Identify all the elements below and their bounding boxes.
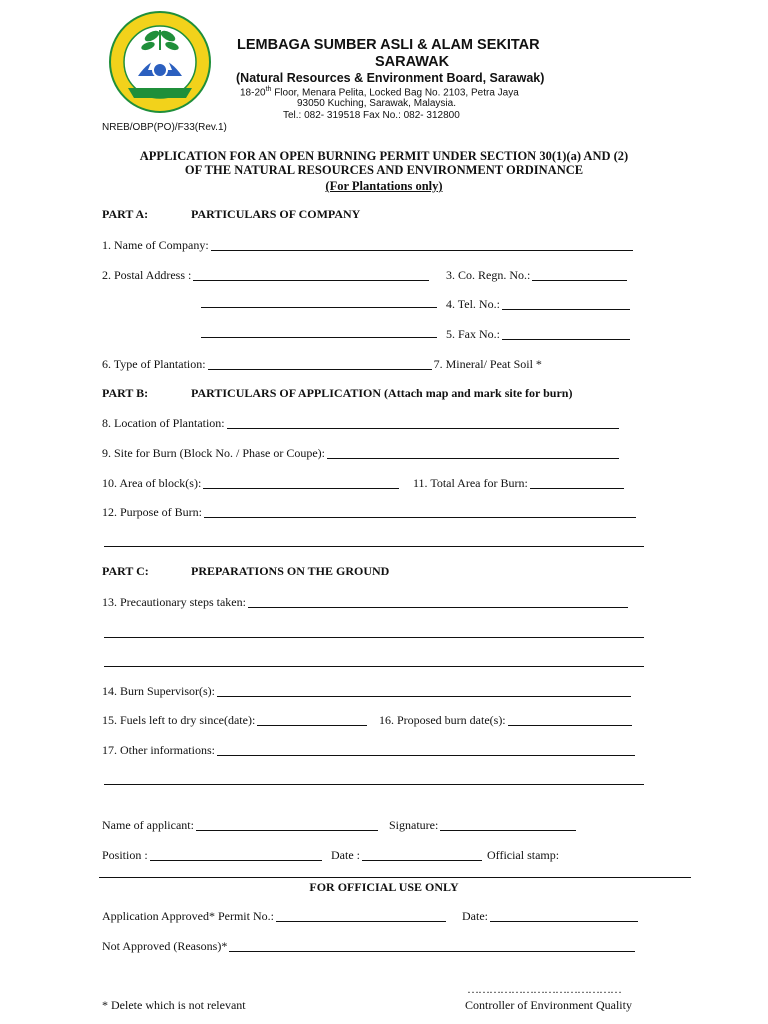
- contact-info: Tel.: 082- 319518 Fax No.: 082- 312800: [283, 110, 460, 121]
- postal-address-input-1[interactable]: [193, 269, 429, 281]
- official-use-heading: FOR OFFICIAL USE ONLY: [309, 880, 459, 894]
- field-position: Position :: [102, 848, 324, 863]
- mineral-peat-soil-option[interactable]: 7. Mineral/ Peat Soil *: [433, 357, 542, 371]
- company-name-input[interactable]: [211, 239, 633, 251]
- org-name-english: (Natural Resources & Environment Board, Sarawak): [236, 71, 545, 85]
- field-precautionary-steps: 13. Precautionary steps taken:: [102, 595, 630, 610]
- controller-label: Controller of Environment Quality: [465, 998, 632, 1012]
- applicant-date-input[interactable]: [362, 849, 482, 861]
- site-for-burn-input[interactable]: [327, 447, 619, 459]
- postal-address-input-2[interactable]: [201, 296, 437, 308]
- area-of-blocks-input[interactable]: [203, 477, 399, 489]
- form-code: NREB/OBP(PO)/F33(Rev.1): [102, 122, 227, 133]
- address-line2: 93050 Kuching, Sarawak, Malaysia.: [297, 98, 456, 109]
- field-permit-no: Application Approved* Permit No.:: [102, 909, 448, 924]
- permit-no-input[interactable]: [276, 910, 446, 922]
- field-burn-supervisors: 14. Burn Supervisor(s):: [102, 684, 633, 699]
- proposed-burn-dates-input[interactable]: [508, 714, 632, 726]
- field-proposed-burn-dates: 16. Proposed burn date(s):: [379, 713, 634, 728]
- postal-address-input-3[interactable]: [201, 326, 437, 338]
- precautionary-steps-input-1[interactable]: [248, 596, 628, 608]
- controller-signature-dots: ……………………………………: [467, 982, 621, 996]
- total-area-input[interactable]: [530, 477, 624, 489]
- applicant-name-input[interactable]: [196, 819, 378, 831]
- field-signature: Signature:: [389, 818, 578, 833]
- part-b-label: PART B:: [102, 386, 149, 400]
- field-purpose-of-burn: 12. Purpose of Burn:: [102, 505, 638, 520]
- not-approved-reasons-input[interactable]: [229, 940, 635, 952]
- address-line1: 18-20th Floor, Menara Pelita, Locked Bag No. 2103, Petra Jaya: [240, 86, 519, 99]
- type-of-plantation-input[interactable]: [208, 358, 432, 370]
- field-location-of-plantation: 8. Location of Plantation:: [102, 416, 621, 431]
- title-line1: APPLICATION FOR AN OPEN BURNING PERMIT UNDER SECTION 30(1)(a) AND (2): [139, 149, 629, 163]
- official-stamp-label: Official stamp:: [487, 848, 560, 862]
- divider-line: [99, 877, 691, 878]
- other-informations-input-2[interactable]: [104, 773, 644, 785]
- burn-supervisors-input[interactable]: [217, 685, 631, 697]
- fax-no-input[interactable]: [502, 328, 630, 340]
- field-postal-address: 2. Postal Address :: [102, 268, 431, 283]
- location-of-plantation-input[interactable]: [227, 417, 619, 429]
- precautionary-steps-input-3[interactable]: [104, 655, 644, 667]
- purpose-of-burn-input-1[interactable]: [204, 506, 636, 518]
- field-total-area: 11. Total Area for Burn:: [413, 476, 626, 491]
- field-fuels-left-to-dry: 15. Fuels left to dry since(date):: [102, 713, 369, 728]
- other-informations-input-1[interactable]: [217, 744, 635, 756]
- field-not-approved: Not Approved (Reasons)*: [102, 939, 637, 954]
- footnote: * Delete which is not relevant: [102, 998, 246, 1012]
- org-name-line2: SARAWAK: [375, 54, 450, 70]
- part-c-label: PART C:: [102, 564, 149, 578]
- part-b-heading: PARTICULARS OF APPLICATION (Attach map and mark site for burn): [191, 386, 573, 400]
- field-area-of-blocks: 10. Area of block(s):: [102, 476, 401, 491]
- field-official-date: Date:: [462, 909, 640, 924]
- purpose-of-burn-input-2[interactable]: [104, 535, 644, 547]
- part-a-label: PART A:: [102, 207, 149, 221]
- field-applicant-name: Name of applicant:: [102, 818, 380, 833]
- field-co-regn-no: 3. Co. Regn. No.:: [446, 268, 629, 283]
- field-site-for-burn: 9. Site for Burn (Block No. / Phase or Coupe):: [102, 446, 621, 461]
- part-c-heading: PREPARATIONS ON THE GROUND: [191, 564, 390, 578]
- signature-input[interactable]: [440, 819, 576, 831]
- position-input[interactable]: [150, 849, 322, 861]
- field-tel-no: 4. Tel. No.:: [446, 297, 632, 312]
- nreb-logo: [108, 10, 212, 114]
- field-fax-no: 5. Fax No.:: [446, 327, 632, 342]
- tel-no-input[interactable]: [502, 298, 630, 310]
- title-line3: (For Plantations only): [325, 179, 443, 193]
- title-line2: OF THE NATURAL RESOURCES AND ENVIRONMENT ORDINANCE: [184, 163, 584, 177]
- co-regn-no-input[interactable]: [532, 269, 627, 281]
- official-date-input[interactable]: [490, 910, 638, 922]
- part-a-heading: PARTICULARS OF COMPANY: [191, 207, 361, 221]
- fuels-left-to-dry-input[interactable]: [257, 714, 367, 726]
- field-type-of-plantation: 6. Type of Plantation: 7. Mineral/ Peat Soil *: [102, 357, 542, 371]
- field-applicant-date: Date :: [331, 848, 484, 863]
- field-other-informations: 17. Other informations:: [102, 743, 637, 758]
- org-name-line1: LEMBAGA SUMBER ASLI & ALAM SEKITAR: [237, 37, 540, 53]
- field-company-name: 1. Name of Company:: [102, 238, 635, 253]
- precautionary-steps-input-2[interactable]: [104, 626, 644, 638]
